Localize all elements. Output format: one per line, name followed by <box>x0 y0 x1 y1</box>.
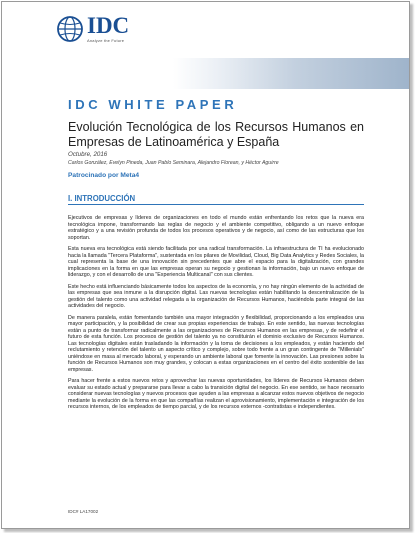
document-title: Evolución Tecnológica de los Recursos Humanos en Empresas de Latinoamérica y España <box>68 120 364 149</box>
globe-icon <box>56 15 84 43</box>
paragraph-2: Esta nueva era tecnológica está siendo facilitada por una radical transformación. La infraestructura de TI ha evolucionado hacia la llamada "Tercera Plataforma", sustentada en los pilares de Movilidad, Cloud, Big Data Analytics y Redes Sociales, la cual representa la base de una innovación sin precedentes que abre el espacio para la digitalización, con grandes implicaciones en la forma en que las empresas operan su negocio y gestionan la información, bajo un nuevo enfoque de liderazgo, y con el desarrollo de una "Experiencia Multicanal" con sus clientes. <box>68 246 364 278</box>
idc-logo <box>56 15 129 43</box>
footer-doc-id: IDC# LA17002 <box>68 509 99 514</box>
page-frame <box>1 1 410 529</box>
white-paper-label: IDC WHITE PAPER <box>68 97 238 112</box>
paragraph-3: Este hecho está influenciando básicamente todos los aspectos de la economía, y no hay ningún elemento de la actividad de las empresas que sea inmune a la disrupción digital. Las nuevas tecnologías están habilitando la descentralización de la gestión del talento como una actividad relegada a la organización de Recursos Humanos, haciéndola parte integral de las actividades del negocio. <box>68 283 364 309</box>
paragraph-1: Ejecutivos de empresas y líderes de organizaciones en todo el mundo están enfrentando los retos que la nueva era tecnológica impone, transformando las reglas de negocio y el ambiente competitivo, obligando a un nuevo enfoque estratégico y a una revisión profunda de todos los procesos operativos y de negocio, así como de las estructuras que los soportan. <box>68 215 364 241</box>
document-sponsor: Patrocinado por Meta4 <box>68 172 140 179</box>
paragraph-4: De manera paralela, están fomentando también una mayor integración y flexibilidad, proporcionando a los empleados una mayor participación, y la posibilidad de crear sus propias experiencias de trabajo. En este sentido, las nuevas tecnologías están a punto de transformar radicalmente a las organizaciones de Recursos Humanos en las empresas, y de redefinir el futuro de esta función. Los procesos de gestión del talento ya no constituirán el dominio exclusivo de Recursos Humanos. Las tecnologías digitales están trasladando la información y la toma de decisiones a los empleados, y están haciendo del reclutamiento y retención del talento un aspecto crítico y complejo, sobre todo frente a un gran contingente de "Millenials" uniéndose en masa al mercado laboral, y esperando un ambiente laboral que fomente la innovación. Las presiones sobre la función de Recursos Humanos son muy grandes, y colocan a estas organizaciones en el centro del éxito sostenible de las empresas. <box>68 314 364 373</box>
section-heading: I. INTRODUCCIÓN <box>68 194 364 205</box>
logo-wordmark: IDC <box>87 13 130 38</box>
paragraph-5: Para hacer frente a estos nuevos retos y aprovechar las nuevas oportunidades, los líderes de Recursos Humanos deben evaluar su estado actual y prepararse para llevar a cabo la transición digital del negocio. En ese sentido, se hace necesario considerar nuevas tecnologías y nuevos procesos que ayuden a las empresas a alcanzar estos nuevos objetivos de negocio mediante la evolución de la forma en que las compañías realizan el aprovisionamiento, implementación e integración de los recursos internos, de los empleados de tiempo parcial, y de los recursos externos -contratistas e independientes. <box>68 378 364 410</box>
header-band <box>2 58 409 89</box>
logo-text <box>87 15 129 43</box>
document-authors: Carlos González, Evelyn Pineda, Juan Pablo Seminara, Alejandro Florean, y Héctor Aguirre <box>68 160 279 166</box>
document-date: Octubre, 2016 <box>68 151 108 158</box>
section-body <box>68 215 364 416</box>
logo-tagline: Analyze the Future <box>87 38 125 43</box>
